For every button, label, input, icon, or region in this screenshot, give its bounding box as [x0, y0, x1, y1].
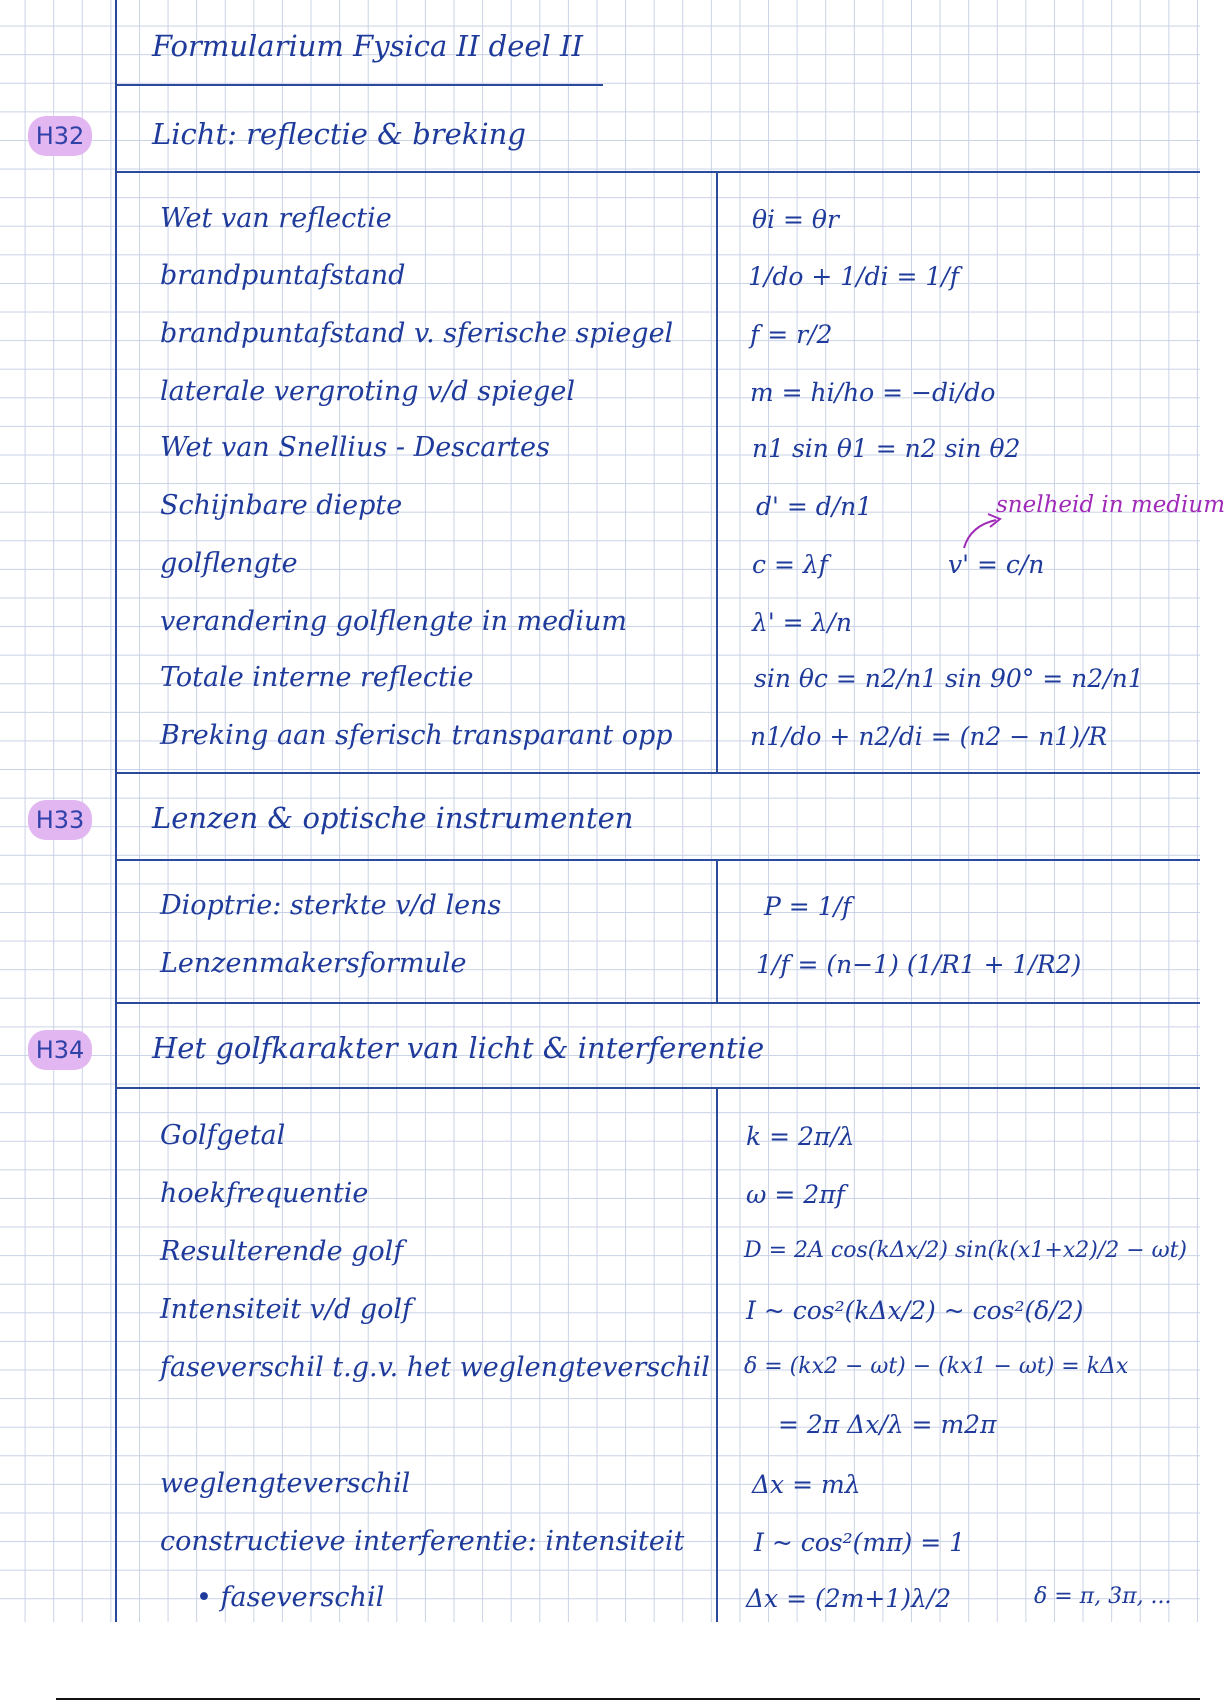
formula-golflengte: c = λf [752, 550, 828, 579]
label-resulterende-golf: Resulterende golf [160, 1236, 404, 1267]
label-verandering-golflengte: verandering golflengte in medium [160, 606, 628, 637]
formula-wet-van-reflectie: θi = θr [752, 205, 839, 234]
formula-totale-interne-reflectie: sin θc = n2/n1 sin 90° = n2/n1 [754, 664, 1144, 693]
formula-intensiteit: I ~ cos²(kΔx/2) ~ cos²(δ/2) [746, 1296, 1084, 1325]
formula-weglengteverschil: Δx = mλ [752, 1470, 861, 1499]
title-underline [115, 84, 603, 86]
formula-lenzenmakersformule: 1/f = (n−1) (1/R1 + 1/R2) [756, 950, 1082, 979]
label-golfgetal: Golfgetal [160, 1120, 286, 1151]
annotation-arrow-icon [960, 508, 1006, 552]
formula-schijnbare-diepte: d' = d/n1 [756, 492, 873, 521]
page-title: Formularium Fysica II deel II [152, 29, 583, 63]
label-wet-van-snellius: Wet van Snellius - Descartes [160, 432, 550, 463]
rule-h33-header [115, 859, 1200, 861]
label-brandpuntafstand-sferische-spiegel: brandpuntafstand v. sferische spiegel [160, 318, 674, 349]
label-hoekfrequentie: hoekfrequentie [160, 1178, 369, 1209]
formula-resulterende-golf: D = 2A cos(kΔx/2) sin(k(x1+x2)/2 − ωt) [744, 1238, 1187, 1263]
label-golflengte: golflengte [160, 548, 298, 579]
section-tag-h34: H34 [28, 1030, 92, 1070]
formula-golfgetal: k = 2π/λ [746, 1122, 855, 1151]
label-dioptrie: Dioptrie: sterkte v/d lens [160, 890, 502, 921]
formula-faseverschil: δ = (kx2 − ωt) − (kx1 − ωt) = kΔx [744, 1354, 1129, 1379]
label-lenzenmakersformule: Lenzenmakersformule [160, 948, 467, 979]
left-margin-line [115, 0, 117, 1622]
label-constructieve-interferentie: constructieve interferentie: intensiteit [160, 1526, 685, 1557]
formula-laterale-vergroting: m = hi/ho = −di/do [750, 378, 996, 407]
formula-dioptrie: P = 1/f [764, 892, 852, 921]
section-tag-h33: H33 [28, 800, 92, 840]
column-divider-h33 [716, 860, 718, 1002]
formula-breking-sferisch-opp: n1/do + n2/di = (n2 − n1)/R [750, 722, 1108, 751]
label-weglengteverschil: weglengteverschil [160, 1468, 411, 1499]
label-faseverschil-bullet: • faseverschil [196, 1582, 385, 1613]
label-wet-van-reflectie: Wet van reflectie [160, 203, 392, 234]
label-brandpuntafstand: brandpuntafstand [160, 260, 406, 291]
label-schijnbare-diepte: Schijnbare diepte [160, 490, 403, 521]
label-breking-sferisch-opp: Breking aan sferisch transparant opp [160, 720, 673, 751]
formula-verandering-golflengte: λ' = λ/n [752, 608, 852, 637]
section-title-h32: Licht: reflectie & breking [152, 117, 526, 151]
annotation-snelheid-in-medium: snelheid in medium [996, 492, 1225, 518]
column-divider-h32 [716, 172, 718, 772]
label-intensiteit: Intensiteit v/d golf [160, 1294, 413, 1325]
formula-brandpuntafstand: 1/do + 1/di = 1/f [748, 262, 959, 291]
section-tag-h32: H32 [28, 116, 92, 156]
formula-faseverschil-bullet: Δx = (2m+1)λ/2 [746, 1584, 952, 1613]
formula-faseverschil-vervolg: = 2π Δx/λ = m2π [778, 1410, 997, 1439]
rule-h32-header [115, 171, 1200, 173]
section-title-h33: Lenzen & optische instrumenten [152, 801, 634, 835]
rule-h34-header [115, 1087, 1200, 1089]
label-faseverschil: faseverschil t.g.v. het weglengteverschil [160, 1352, 710, 1383]
label-totale-interne-reflectie: Totale interne reflectie [160, 662, 474, 693]
section-title-h34: Het golfkarakter van licht & interferentie [152, 1031, 765, 1065]
label-laterale-vergroting: laterale vergroting v/d spiegel [160, 376, 575, 407]
formula-snelheid-medium: v' = c/n [948, 550, 1045, 579]
formula-brandpuntafstand-sferische-spiegel: f = r/2 [750, 320, 833, 349]
rule-h33-end [115, 1002, 1200, 1004]
rule-h32-end [115, 772, 1200, 774]
formula-wet-van-snellius: n1 sin θ1 = n2 sin θ2 [752, 434, 1021, 463]
formula-hoekfrequentie: ω = 2πf [746, 1180, 845, 1209]
formula-faseverschil-waarden: δ = π, 3π, ... [1034, 1584, 1172, 1609]
formula-constructieve-interferentie: I ~ cos²(mπ) = 1 [754, 1528, 966, 1557]
column-divider-h34 [716, 1088, 718, 1622]
